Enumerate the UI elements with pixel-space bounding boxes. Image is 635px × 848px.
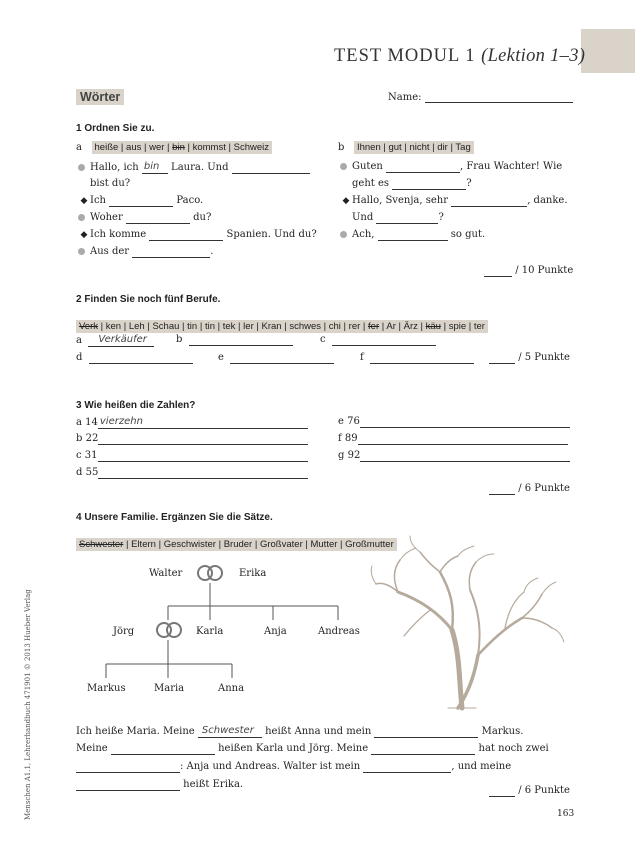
page-title: TEST MODUL 1 (Lektion 1–3) (334, 46, 586, 66)
syllable: Schau (152, 321, 180, 332)
page-number: 163 (557, 809, 575, 819)
dialogue-text: , Frau Wachter! Wie (459, 161, 563, 172)
syllable: tin (204, 321, 215, 332)
syllable: ler (243, 321, 254, 332)
number-value: 14 (85, 417, 98, 428)
wordbox-word: kommst (192, 142, 226, 153)
task4-sentence-4: heißt Erika. (76, 779, 243, 791)
dialogue-text: Woher (90, 212, 126, 223)
number-value: 89 (344, 433, 358, 444)
task1-a-wordbox: a heiße | aus | wer | bin | kommst | Schweiz (76, 142, 272, 154)
task2-heading: 2 Finden Sie noch fünf Berufe. (76, 294, 221, 305)
wordbox-word: nicht (409, 142, 430, 153)
task2-answer-d[interactable]: d (76, 352, 193, 364)
number-value: 22 (85, 433, 99, 444)
dialogue-text: Aus der (90, 246, 133, 257)
syllable: Ar (386, 321, 396, 332)
wordbox-word: Schwester (79, 539, 124, 550)
task4-blank[interactable] (76, 790, 180, 791)
number-value: 31 (84, 450, 98, 461)
wordbox-word: Ihnen (356, 142, 381, 153)
task4-blank[interactable] (374, 737, 478, 738)
syllable: Verk (79, 321, 99, 332)
dialogue-text: Paco. (173, 195, 204, 206)
task3-heading: 3 Wie heißen die Zahlen? (76, 400, 196, 411)
wordbox-word: aus (126, 142, 142, 153)
task4-sentence-2: Meine heißen Karla und Jörg. Meine hat noch zwei (76, 743, 549, 754)
task4-points: / 6 Punkte (489, 785, 570, 797)
wordbox-word: Bruder (223, 539, 253, 550)
task4-blank[interactable] (363, 772, 451, 773)
dialogue-text: Spanien. Und du? (223, 229, 317, 240)
number-value: 76 (347, 416, 360, 427)
handwritten-answer: vierzehn (99, 416, 143, 427)
wordbox-word: dir (437, 142, 448, 153)
syllable: ken (105, 321, 122, 332)
tree-person-erika: Erika (239, 568, 267, 579)
task1-points: / 10 Punkte (484, 265, 573, 277)
dialogue-text: ? (438, 212, 444, 223)
wordbox-word: Eltern (131, 539, 156, 550)
tree-person-walter: Walter (149, 568, 183, 579)
syllable: ter (473, 321, 485, 332)
wordbox-word: Geschwister (163, 539, 216, 550)
number-letter: b (76, 433, 83, 444)
syllable: käu (425, 321, 441, 332)
task2-answer-a[interactable]: a Verkäufer (76, 334, 154, 347)
task4-sentence-1: Ich heiße Maria. Meine Schwester heißt Anna und mein Markus. (76, 725, 524, 737)
task4-blank[interactable] (111, 754, 215, 755)
task2-syllable-box: Verk | ken | Leh | Schau | tin | tin | tek | ler | Kran | schwes | chi | rer | fer | Ar | Ärz | käu | spie | ter (76, 314, 488, 333)
section-label: Wörter (76, 89, 124, 105)
syllable: rer (348, 321, 361, 332)
dialogue-text: du? (189, 212, 212, 223)
dialogue-text: Hallo, ich (90, 162, 142, 173)
dialogue-text: bist du? (90, 178, 131, 189)
name-field[interactable]: Name: (388, 92, 573, 103)
speaker-diamond-icon: ◆ (342, 196, 350, 206)
task3-points: / 6 Punkte (489, 483, 570, 495)
rings-icon (198, 566, 222, 580)
wordbox-word: gut (388, 142, 402, 153)
handwritten-answer: bin (143, 161, 160, 172)
dialogue-text: Ich (90, 195, 110, 206)
wordbox-word: heiße (94, 142, 119, 153)
wordbox-word: Schweiz (233, 142, 269, 153)
wordbox-word: Tag (455, 142, 471, 153)
dialogue-text: , danke. (527, 195, 568, 206)
dialogue-text: geht es (352, 178, 393, 189)
wordbox-word: Großvater (259, 539, 303, 550)
number-value: 55 (85, 467, 99, 478)
number-letter: g (338, 450, 345, 461)
tree-person-joerg: Jörg (113, 626, 135, 637)
number-value: 92 (347, 450, 361, 461)
number-letter: f (338, 433, 342, 444)
dialogue-text: Hallo, Svenja, sehr (352, 195, 452, 206)
syllable: Ärz (403, 321, 418, 332)
task1-b-wordbox: b Ihnen | gut | nicht | dir | Tag (338, 142, 474, 154)
dialogue-text: Laura. Und (167, 162, 232, 173)
task2-answer-f[interactable]: f (360, 352, 474, 364)
task1-heading: 1 Ordnen Sie zu. (76, 123, 155, 134)
number-letter: d (76, 467, 83, 478)
speaker-diamond-icon: ◆ (80, 230, 88, 240)
wordbox-word: wer (149, 142, 165, 153)
rings-icon (157, 623, 181, 637)
tree-person-anja: Anja (264, 626, 287, 637)
dialogue-text: Ich komme (90, 229, 150, 240)
wordbox-word: bin (172, 142, 185, 153)
tree-person-anna: Anna (218, 683, 245, 694)
dialogue-text: Ach, (352, 229, 378, 240)
tree-person-andreas: Andreas (318, 626, 360, 637)
tree-illustration-icon (371, 536, 564, 708)
syllable: fer (368, 321, 380, 332)
syllable: Kran (261, 321, 282, 332)
task2-answer-c[interactable]: c (320, 334, 436, 346)
task4-heading: 4 Unsere Familie. Ergänzen Sie die Sätze. (76, 512, 273, 523)
speaker-diamond-icon: ◆ (80, 196, 88, 206)
tree-person-maria: Maria (154, 683, 185, 694)
syllable: Leh (128, 321, 145, 332)
dialogue-text: so gut. (447, 229, 486, 240)
task4-word-box: Schwester | Eltern | Geschwister | Bruder | Großvater | Mutter | Großmutter (76, 532, 397, 551)
task4-blank[interactable] (371, 754, 475, 755)
syllable: spie (448, 321, 467, 332)
number-letter: c (76, 450, 82, 461)
task2-answer-e[interactable]: e (218, 352, 334, 364)
syllable: tek (222, 321, 236, 332)
task4-blank[interactable] (76, 772, 180, 773)
syllable: chi (328, 321, 341, 332)
task4-sentence-3: : Anja und Andreas. Walter ist mein , und meine (76, 761, 511, 773)
tree-person-markus: Markus (87, 683, 126, 694)
task4-blank[interactable]: Schwester (198, 725, 262, 738)
task2-answer-b[interactable]: b (176, 334, 293, 346)
dialogue-text: ? (466, 178, 472, 189)
dialogue-text: Und (352, 212, 377, 223)
wordbox-word: Mutter (310, 539, 338, 550)
number-letter: e (338, 416, 344, 427)
wordbox-word: Großmutter (345, 539, 394, 550)
tree-person-karla: Karla (196, 626, 224, 637)
side-note: Menschen A1.1, Lehrerhandbuch 471901 © 2013 Hueber Verlag (24, 589, 32, 820)
syllable: tin (187, 321, 198, 332)
dialogue-text: . (210, 246, 214, 257)
syllable: schwes (289, 321, 321, 332)
number-letter: a (76, 417, 82, 428)
dialogue-text: Guten (352, 161, 386, 172)
task2-points: / 5 Punkte (489, 352, 570, 364)
